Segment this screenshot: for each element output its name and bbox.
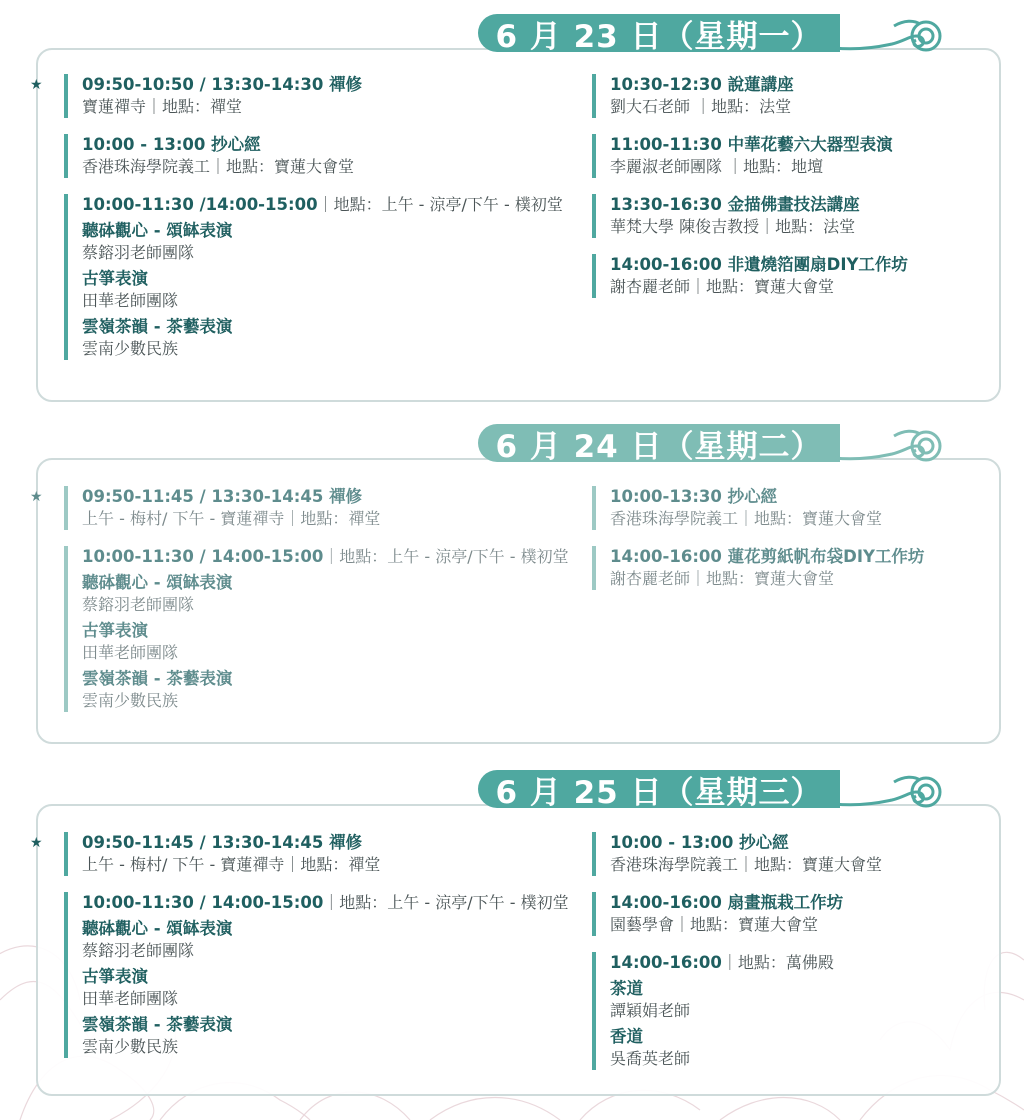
day-title: 6 月 25 日（星期三） <box>495 774 823 811</box>
item-detail: 謝杏麗老師｜地點：寶蓮大會堂 <box>610 277 835 296</box>
performance-name: 聽砵觀心 - 頌缽表演 <box>82 221 233 240</box>
item-location: ｜地點：上午 - 涼亭/下午 - 樸初堂 <box>317 195 563 214</box>
schedule-item <box>64 134 564 178</box>
schedule-item <box>592 892 992 936</box>
item-title: 14:00-16:00 蓮花剪紙帆布袋DIY工作坊 <box>610 547 925 566</box>
day-section-3 <box>30 770 1001 1100</box>
schedule-item <box>592 952 992 1070</box>
item-title: 14:00-16:00｜地點：萬佛殿 <box>610 953 834 972</box>
schedule-item <box>30 832 584 876</box>
item-title: 10:30-12:30 說蓮講座 <box>610 75 794 94</box>
schedule-item <box>592 486 992 530</box>
schedule-item <box>64 194 564 360</box>
performance-name: 雲嶺茶韻 - 茶藝表演 <box>82 1015 233 1034</box>
performance-name: 雲嶺茶韻 - 茶藝表演 <box>82 669 233 688</box>
performance-name: 聽砵觀心 - 頌缽表演 <box>82 573 233 592</box>
day-title: 6 月 24 日（星期二） <box>495 428 823 465</box>
item-title: 09:50-11:45 / 13:30-14:45 禪修 <box>82 487 363 506</box>
performer: 雲南少數民族 <box>82 339 179 358</box>
performer: 雲南少數民族 <box>82 1037 179 1056</box>
item-title: 13:30-16:30 金描佛畫技法講座 <box>610 195 860 214</box>
item-detail: 寶蓮禪寺｜地點：禪堂 <box>82 97 243 116</box>
cloud-swirl-icon <box>834 424 946 468</box>
performer: 吳喬英老師 <box>610 1049 691 1068</box>
performance-name: 古箏表演 <box>82 269 148 288</box>
schedule-item <box>592 134 992 178</box>
day-header <box>478 424 958 468</box>
item-title: 10:00 - 13:00 抄心經 <box>610 833 789 852</box>
item-detail: 李麗淑老師團隊 ｜地點：地壇 <box>610 157 824 176</box>
item-location: ｜地點：上午 - 涼亭/下午 - 樸初堂 <box>323 547 569 566</box>
item-detail: 謝杏麗老師｜地點：寶蓮大會堂 <box>610 569 835 588</box>
item-title: 11:00-11:30 中華花藝六大器型表演 <box>610 135 893 154</box>
star-icon: ★ <box>30 835 43 851</box>
item-title: 10:00-11:30 / 14:00-15:00｜地點：上午 - 涼亭/下午 - 樸初堂 <box>82 547 569 566</box>
right-column <box>592 486 992 606</box>
performance-name: 雲嶺茶韻 - 茶藝表演 <box>82 317 233 336</box>
performance-name: 茶道 <box>610 979 643 998</box>
item-title: 09:50-11:45 / 13:30-14:45 禪修 <box>82 833 363 852</box>
item-detail: 香港珠海學院義工｜地點：寶蓮大會堂 <box>82 157 355 176</box>
schedule-item <box>592 74 992 118</box>
performer: 譚穎娟老師 <box>610 1001 691 1020</box>
item-title: 10:00-11:30 /14:00-15:00｜地點：上午 - 涼亭/下午 - 樸初堂 <box>82 195 563 214</box>
item-detail: 上午 - 梅村/ 下午 - 寶蓮禪寺｜地點：禪堂 <box>82 509 381 528</box>
schedule-item <box>592 546 992 590</box>
schedule-item <box>30 486 584 530</box>
left-column <box>30 832 584 1074</box>
item-detail: 園藝學會｜地點：寶蓮大會堂 <box>610 915 819 934</box>
performer: 蔡鎔羽老師團隊 <box>82 941 195 960</box>
item-detail: 上午 - 梅村/ 下午 - 寶蓮禪寺｜地點：禪堂 <box>82 855 381 874</box>
performance-name: 聽砵觀心 - 頌缽表演 <box>82 919 233 938</box>
day-section-2 <box>30 424 1001 748</box>
day-header <box>478 14 958 58</box>
cloud-swirl-icon <box>834 770 946 814</box>
performer: 雲南少數民族 <box>82 691 179 710</box>
item-title: 10:00-13:30 抄心經 <box>610 487 778 506</box>
schedule-item <box>592 194 992 238</box>
cloud-swirl-icon <box>834 14 946 58</box>
item-detail: 香港珠海學院義工｜地點：寶蓮大會堂 <box>610 855 883 874</box>
performance-name: 古箏表演 <box>82 967 148 986</box>
item-detail: 劉大石老師 ｜地點：法堂 <box>610 97 792 116</box>
item-detail: 香港珠海學院義工｜地點：寶蓮大會堂 <box>610 509 883 528</box>
schedule-item <box>64 892 584 1058</box>
day-section-1 <box>30 14 1001 406</box>
right-column <box>592 832 992 1086</box>
item-title: 10:00-11:30 / 14:00-15:00｜地點：上午 - 涼亭/下午 - 樸初堂 <box>82 893 569 912</box>
left-column <box>30 486 584 728</box>
schedule-item <box>592 832 992 876</box>
performance-name: 古箏表演 <box>82 621 148 640</box>
item-detail: 華梵大學 陳俊吉教授｜地點：法堂 <box>610 217 856 236</box>
item-title: 10:00 - 13:00 抄心經 <box>82 135 261 154</box>
schedule-item <box>64 546 584 712</box>
performance-name: 香道 <box>610 1027 643 1046</box>
item-title: 14:00-16:00 非遺燒箔團扇DIY工作坊 <box>610 255 908 274</box>
schedule-item <box>30 74 564 118</box>
performer: 田華老師團隊 <box>82 989 179 1008</box>
item-title: 14:00-16:00 扇畫瓶栽工作坊 <box>610 893 844 912</box>
performer: 田華老師團隊 <box>82 643 179 662</box>
performer: 蔡鎔羽老師團隊 <box>82 595 195 614</box>
performer: 田華老師團隊 <box>82 291 179 310</box>
star-icon: ★ <box>30 77 43 93</box>
item-location: ｜地點：萬佛殿 <box>721 953 834 972</box>
left-column <box>30 74 564 376</box>
day-title: 6 月 23 日（星期一） <box>495 18 823 55</box>
item-title: 09:50-10:50 / 13:30-14:30 禪修 <box>82 75 363 94</box>
star-icon: ★ <box>30 489 43 505</box>
item-location: ｜地點：上午 - 涼亭/下午 - 樸初堂 <box>323 893 569 912</box>
schedule-item <box>592 254 992 298</box>
performer: 蔡鎔羽老師團隊 <box>82 243 195 262</box>
right-column <box>592 74 992 314</box>
day-header <box>478 770 958 814</box>
